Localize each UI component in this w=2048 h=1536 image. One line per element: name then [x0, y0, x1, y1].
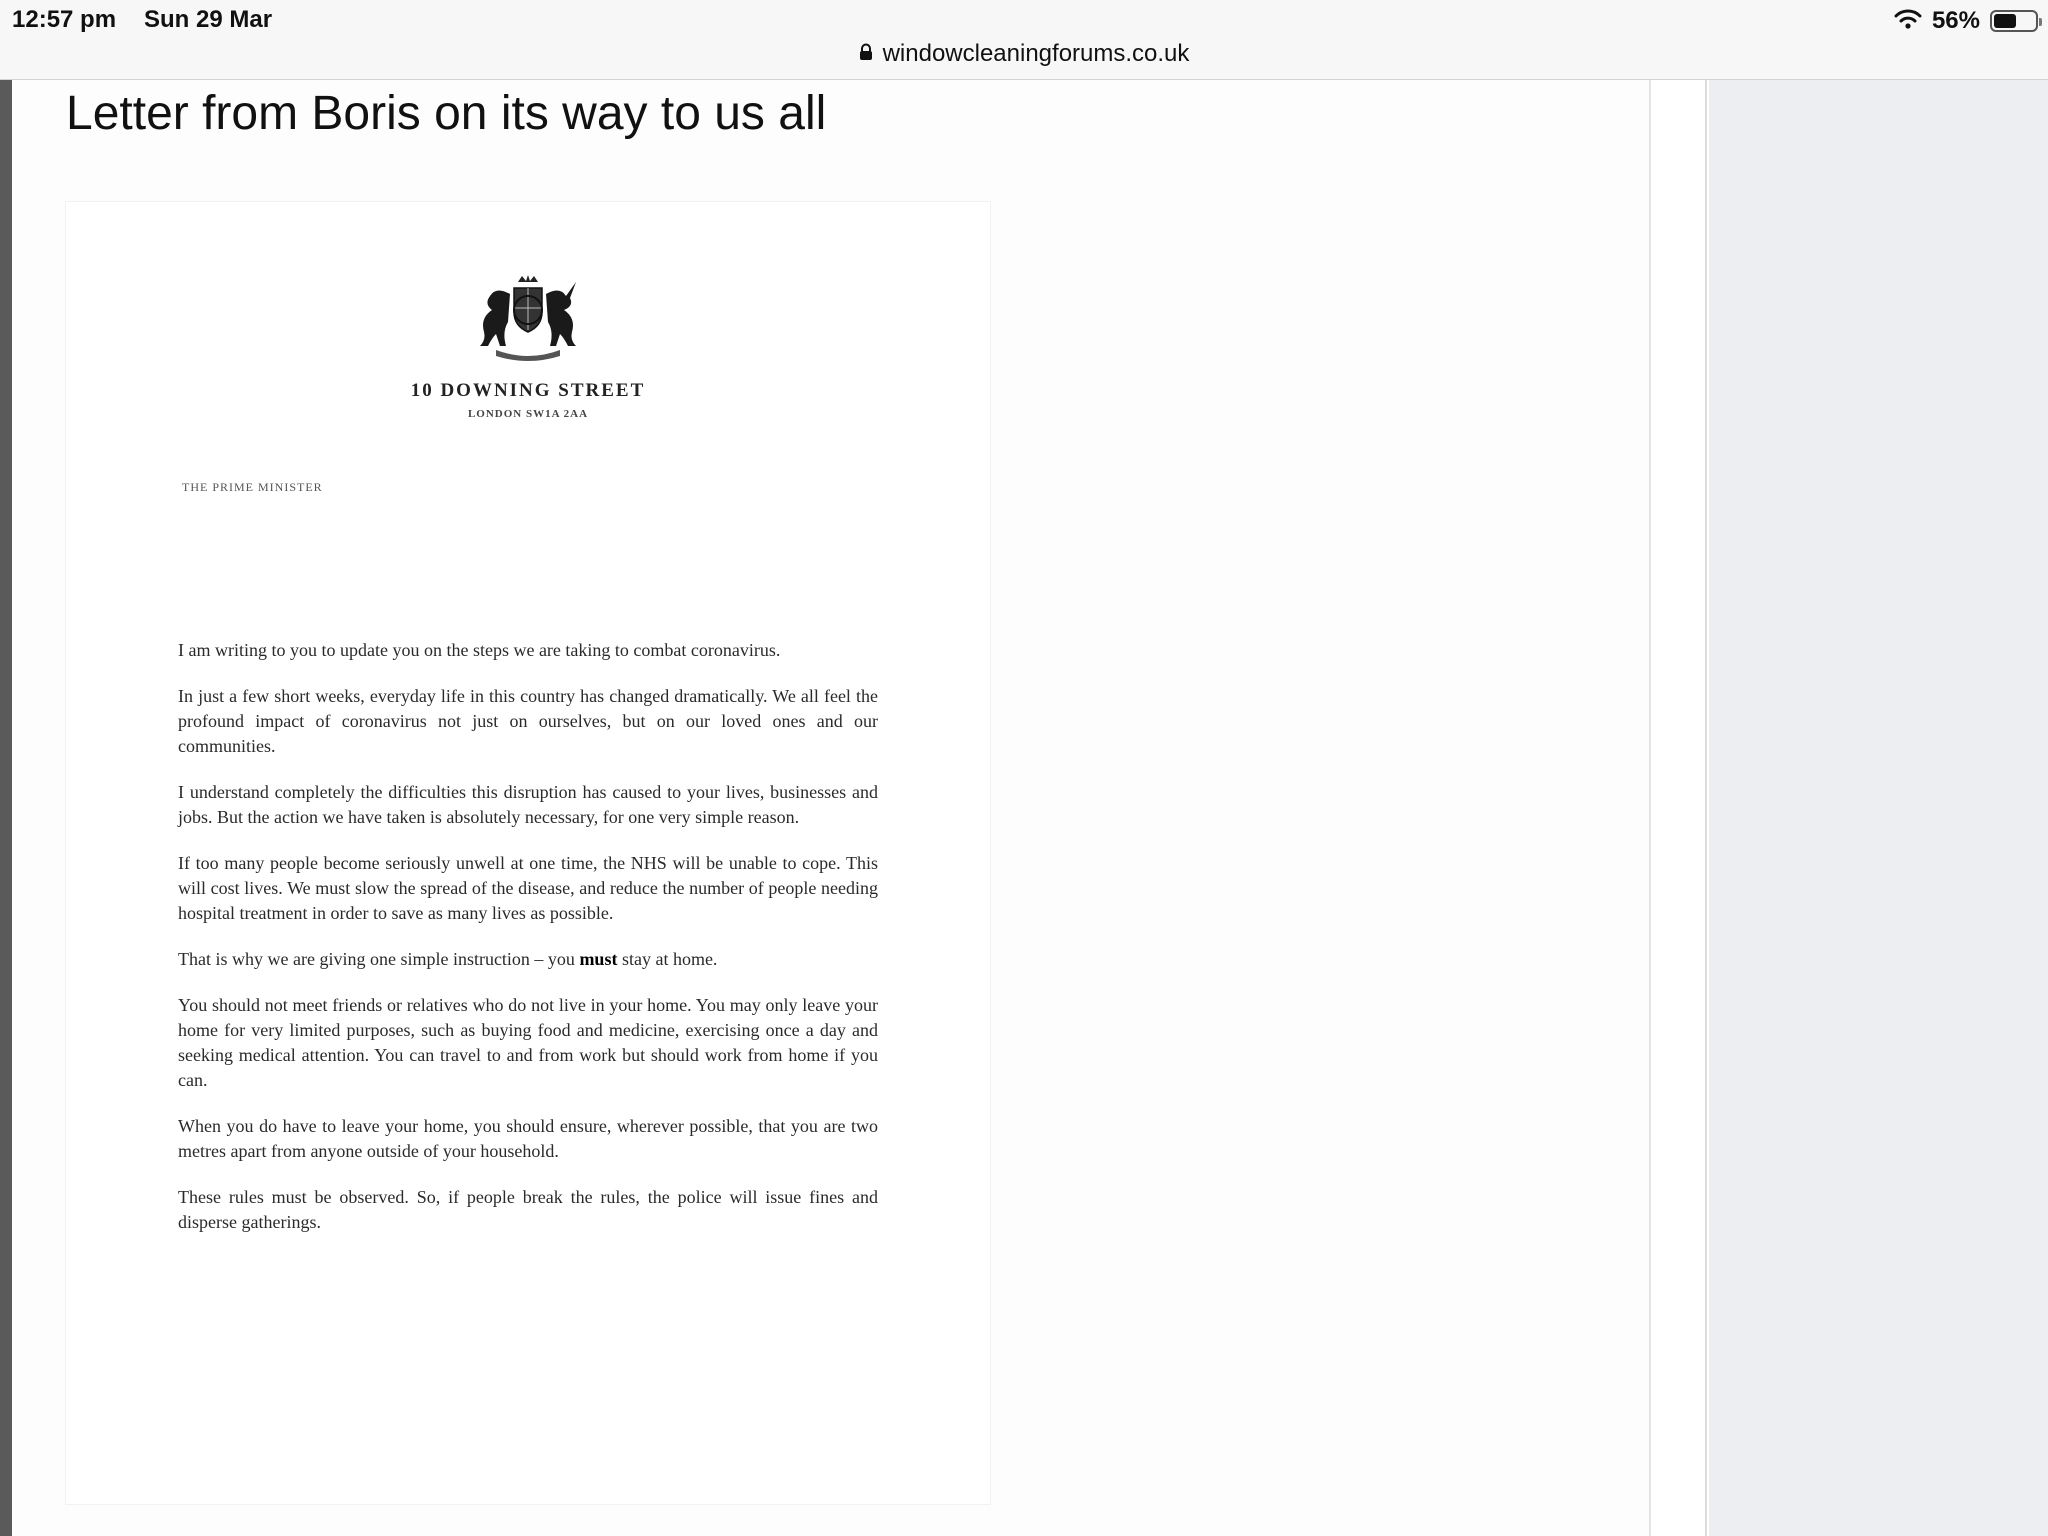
status-indicators — [1894, 6, 2038, 36]
letter-paragraph: I understand completely the difficulties this disruption has caused to your lives, businesses and jobs. But the action we have taken is absolutely necessary, for one very simple reason. — [178, 782, 878, 827]
instruction-text: That is why we are giving one simple instruction – you — [178, 949, 580, 969]
letter-image[interactable] — [66, 202, 990, 1504]
letterhead-postcode: LONDON SW1A 2AA — [467, 408, 589, 420]
top-chrome — [0, 0, 2048, 80]
letterhead-address: 10 DOWNING STREET — [410, 380, 646, 401]
battery-fill — [1994, 14, 2016, 28]
instruction-text-end: stay at home. — [617, 949, 718, 969]
letter-paragraph: These rules must be observed. So, if people break the rules, the police will issue fines and disperse gatherings. — [178, 1187, 878, 1232]
address-bar[interactable] — [0, 38, 2048, 70]
letter-body — [178, 638, 878, 1256]
wifi-icon — [1894, 8, 1922, 35]
lock-icon — [859, 43, 873, 66]
url-text[interactable]: windowcleaningforums.co.uk — [882, 40, 1190, 67]
sidebar — [1709, 80, 2048, 1536]
instruction-emphasis: must — [579, 949, 618, 969]
letter-instruction — [178, 947, 878, 972]
left-edge-bar — [0, 80, 12, 1536]
battery-percentage: 56% — [1931, 7, 1980, 34]
letter-paragraph: If too many people become seriously unwell at one time, the NHS will be unable to cope. This will cost lives. We must slow the spread of the disease, and reduce the number of people needing hospital treatment in order to save as many lives as possible. — [178, 853, 878, 923]
letter-paragraph: I am writing to you to update you on the steps we are taking to combat coronavirus. — [178, 640, 781, 660]
royal-coat-of-arms-icon — [466, 274, 590, 364]
post-title: Letter from Boris on its way to us all — [66, 87, 827, 140]
content-gutter — [1651, 80, 1707, 1536]
letter-paragraph: In just a few short weeks, everyday life in this country has changed dramatically. We all feel the profound impact of coronavirus not just on ourselves, but on our loved ones and our communities. — [178, 686, 878, 756]
status-date: Sun 29 Mar — [144, 6, 273, 33]
letter-paragraph: You should not meet friends or relatives who do not live in your home. You may only leave your home for very limited purposes, such as buying food and medicine, exercising once a day and seeking medical attention. You can travel to and from work but should work from home if you can. — [178, 995, 878, 1090]
status-time: 12:57 pm — [12, 6, 117, 33]
letter-paragraph: When you do have to leave your home, you should ensure, wherever possible, that you are two metres apart from anyone outside of your household. — [178, 1116, 878, 1161]
battery-icon — [1990, 10, 2038, 32]
sender-label: THE PRIME MINISTER — [182, 480, 323, 494]
